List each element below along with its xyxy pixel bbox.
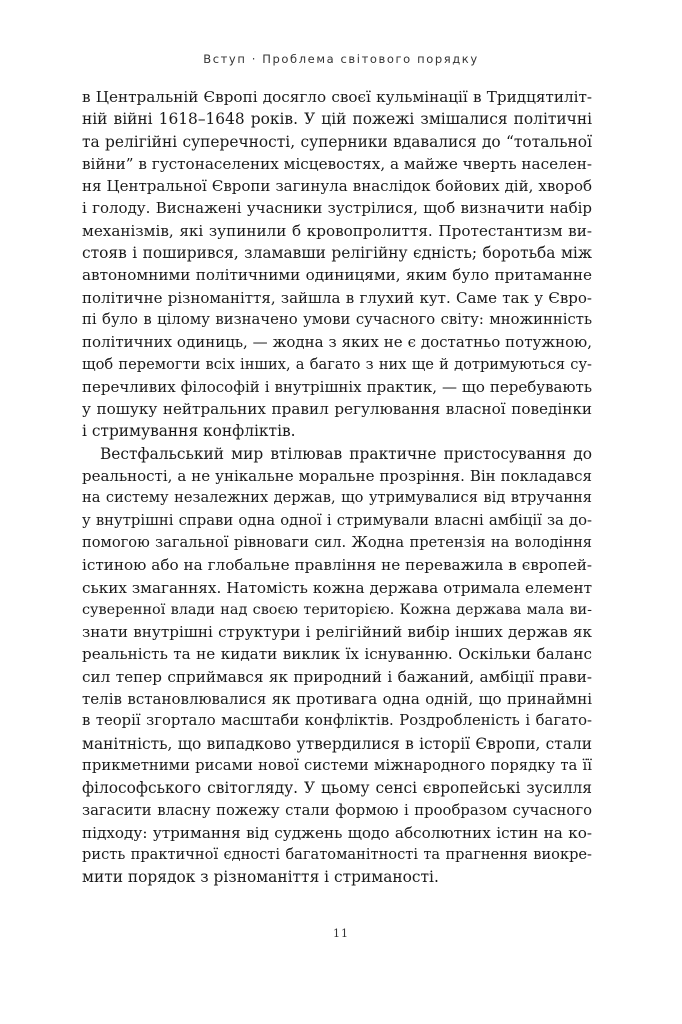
body-text [82, 86, 592, 889]
text-line: суверенної влади над своєю територією. Кожна держава мала ви- [82, 601, 592, 618]
text-line: ній війні 1618–1648 років. У цій пожежі змішалися політичні [82, 110, 592, 129]
text-line: філософського світогляду. У цьому сенсі європейські зусилля [82, 779, 592, 798]
text-line: щоб перемогти всіх інших, а багато з них ще й дотримуються су- [82, 355, 592, 373]
text-line: та релігійні суперечності, суперники вдавалися до “тотальної [82, 132, 592, 151]
text-line: телів встановлювалися як противага одна одній, що принаймні [82, 690, 592, 709]
text-line: політичне різноманіття, зайшла в глухий кут. Саме так у Євро- [82, 288, 592, 307]
text-line: ських змаганнях. Натомість кожна держава отримала елемент [82, 578, 592, 597]
text-line: і голоду. Виснажені учасники зустрілися, щоб визначити набір [82, 199, 592, 218]
text-line: реальності, а не унікальне моральне прозріння. Він покладався [82, 467, 592, 486]
page-number: 11 [333, 927, 349, 940]
text-line: манітність, що випадково утвердилися в історії Європи, стали [82, 734, 592, 753]
text-line: політичних одиниць, — жодна з яких не є достатньо потужною, [82, 333, 592, 352]
text-line: перечливих філософій і внутрішніх практик, — що перебувають [82, 377, 592, 396]
text-line: в Центральній Європі досягло своєї кульмінації в Тридцятиліт- [82, 88, 592, 106]
text-line: ня Центральної Європи загинула внаслідок бойових дій, хвороб [82, 177, 592, 196]
text-line: помогою загальної рівноваги сил. Жодна претензія на володіння [82, 533, 592, 551]
text-line: Вестфальський мир втілював практичне пристосування до [100, 444, 592, 463]
text-line: автономними політичними одиницями, яким було притаманне [82, 266, 592, 285]
text-line: механізмів, які зупинили б кровопролиття. Протестантизм ви- [82, 221, 592, 240]
text-line: у пошуку нейтральних правил регулювання власної поведінки [82, 400, 592, 419]
text-line: стояв і поширився, зламавши релігійну єдність; боротьба між [82, 244, 592, 263]
text-line: підходу: утримання від суджень щодо абсолютних істин на ко- [82, 823, 592, 842]
text-line: реальність та не кидати виклик їх існуванню. Оскільки баланс [82, 645, 592, 664]
text-line: загасити власну пожежу стали формою і прообразом сучасного [82, 801, 592, 819]
text-line: прикметними рисами нової системи міжнародного порядку та її [82, 756, 592, 774]
text-line: сил тепер сприймався як природний і бажаний, амбіції прави- [82, 667, 592, 686]
running-head: Вступ · Проблема світового порядку [203, 52, 479, 66]
text-line: війни” в густонаселених місцевостях, а майже чверть населен- [82, 154, 592, 173]
text-line: і стримування конфліктів. [82, 422, 296, 441]
text-line: знати внутрішні структури і релігійний вибір інших держав як [82, 623, 592, 642]
text-line: істиною або на глобальне правління не переважила в європей- [82, 556, 592, 575]
text-line: ристь практичної єдності багатоманітності та прагнення виокре- [82, 846, 592, 864]
text-line: мити порядок з різноманіття і стриманості. [82, 868, 439, 887]
text-line: пі було в цілому визначено умови сучасного світу: множинність [82, 310, 592, 328]
text-line: в теорії згортало масштаби конфліктів. Роздробленість і багато- [82, 712, 592, 730]
text-line: на систему незалежних держав, що утримувалися від втручання [82, 489, 592, 507]
text-line: у внутрішні справи одна одної і стримували власні амбіції за до- [82, 511, 592, 529]
